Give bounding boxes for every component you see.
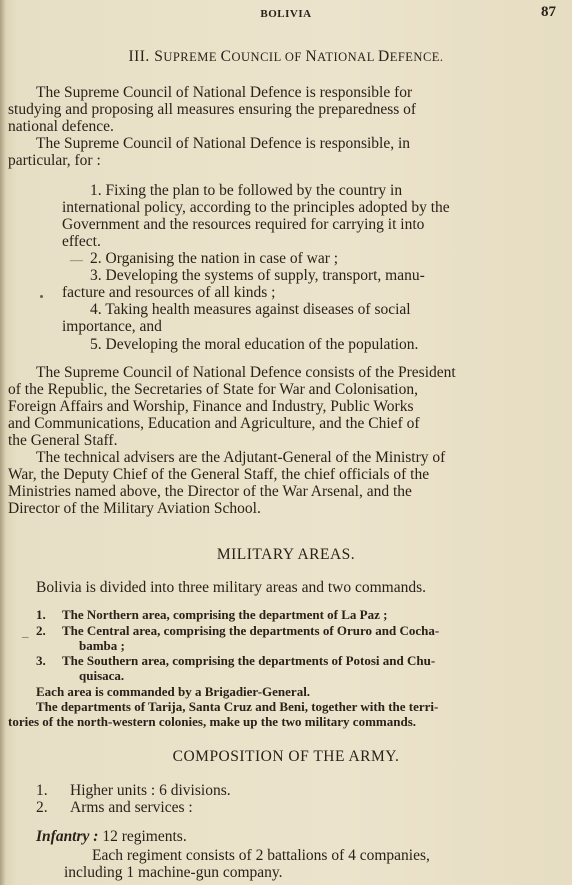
heading-part: D bbox=[378, 48, 390, 65]
margin-mark: _ bbox=[22, 624, 29, 639]
heading-number: III. bbox=[128, 48, 150, 65]
list-number: 1. bbox=[36, 607, 46, 622]
heading-part: UPREME bbox=[163, 50, 221, 64]
list-item: bamba ; bbox=[79, 638, 125, 653]
heading-part: OUNCIL OF bbox=[231, 50, 306, 64]
list-item: 4. Taking health measures against diseases of social bbox=[90, 301, 411, 318]
paragraph-line: Each area is commanded by a Brigadier-General. bbox=[36, 684, 311, 699]
list-item: The Central area, comprising the departments of Oruro and Cocha- bbox=[62, 623, 440, 638]
paragraph-line: The departments of Tarija, Santa Cruz and Beni, together with the terri- bbox=[36, 699, 439, 714]
paragraph-line: Ministries named above, the Director of the War Arsenal, and the bbox=[8, 483, 412, 500]
list-item: 1. Fixing the plan to be followed by the country in bbox=[90, 182, 403, 199]
infantry-line bbox=[36, 828, 187, 845]
paragraph-line: The Supreme Council of National Defence is responsible, in bbox=[36, 135, 411, 152]
infantry-value: 12 regiments. bbox=[102, 828, 187, 845]
list-number: 3. bbox=[36, 653, 46, 668]
paragraph-line: The Supreme Council of National Defence consists of the President bbox=[36, 364, 456, 381]
section-heading-council bbox=[0, 48, 572, 66]
heading-part: S bbox=[154, 48, 164, 65]
paragraph-line: Each regiment consists of 2 battalions of 4 companies, bbox=[92, 847, 430, 864]
list-item: The Northern area, comprising the department of La Paz ; bbox=[62, 607, 388, 622]
list-number: 2. bbox=[36, 623, 46, 638]
paragraph-line: including 1 machine-gun company. bbox=[64, 864, 283, 881]
paragraph-line: Director of the Military Aviation School. bbox=[8, 500, 261, 517]
heading-part: ATIONAL bbox=[317, 50, 378, 64]
list-item: Arms and services : bbox=[70, 799, 193, 816]
list-item: Government and the resources required for carrying it into bbox=[62, 216, 425, 233]
margin-mark: — bbox=[70, 252, 83, 267]
paragraph-line: particular, for : bbox=[8, 152, 101, 169]
list-item: facture and resources of all kinds ; bbox=[62, 284, 276, 301]
paragraph-line: War, the Deputy Chief of the General Staff, the chief officials of the bbox=[8, 466, 430, 483]
list-item: Higher units : 6 divisions. bbox=[70, 782, 231, 799]
paragraph-line: The technical advisers are the Adjutant-General of the Ministry of bbox=[36, 449, 446, 466]
paragraph-line: Foreign Affairs and Worship, Finance and Industry, Public Works bbox=[8, 398, 414, 415]
list-item: quisaca. bbox=[79, 668, 125, 683]
paragraph-line: the General Staff. bbox=[8, 432, 118, 449]
list-number: 1. bbox=[36, 782, 48, 799]
list-item: international policy, according to the principles adopted by the bbox=[62, 199, 450, 216]
paragraph-line: Bolivia is divided into three military areas and two commands. bbox=[36, 579, 426, 596]
list-item: importance, and bbox=[62, 318, 162, 335]
paragraph-line: national defence. bbox=[8, 118, 114, 135]
margin-dot bbox=[40, 295, 43, 298]
list-item: 2. Organising the nation in case of war ; bbox=[90, 250, 339, 267]
paragraph-line: tories of the north-western colonies, make up the two military commands. bbox=[8, 714, 417, 729]
list-number: 2. bbox=[36, 799, 48, 816]
paragraph-line: The Supreme Council of National Defence is responsible for bbox=[36, 84, 413, 101]
heading-part: EFENCE. bbox=[389, 50, 444, 64]
list-item: 3. Developing the systems of supply, transport, manu- bbox=[90, 267, 425, 284]
heading-part: C bbox=[220, 48, 232, 65]
running-head: BOLIVIA bbox=[260, 8, 312, 20]
list-item: 5. Developing the moral education of the population. bbox=[90, 336, 419, 353]
paragraph-line: studying and proposing all measures ensuring the preparedness of bbox=[8, 101, 417, 118]
list-item: The Southern area, comprising the departments of Potosi and Chu- bbox=[62, 653, 436, 668]
paragraph-line: of the Republic, the Secretaries of State for War and Colonisation, bbox=[8, 381, 418, 398]
infantry-label: Infantry : bbox=[36, 828, 99, 845]
section-heading-army: COMPOSITION OF THE ARMY. bbox=[172, 748, 400, 765]
heading-part: N bbox=[305, 48, 318, 65]
list-item: effect. bbox=[62, 233, 101, 250]
section-heading-military-areas: MILITARY AREAS. bbox=[216, 546, 356, 563]
paragraph-line: and Communications, Education and Agriculture, and the Chief of bbox=[8, 415, 420, 432]
page-number: 87 bbox=[541, 4, 556, 20]
